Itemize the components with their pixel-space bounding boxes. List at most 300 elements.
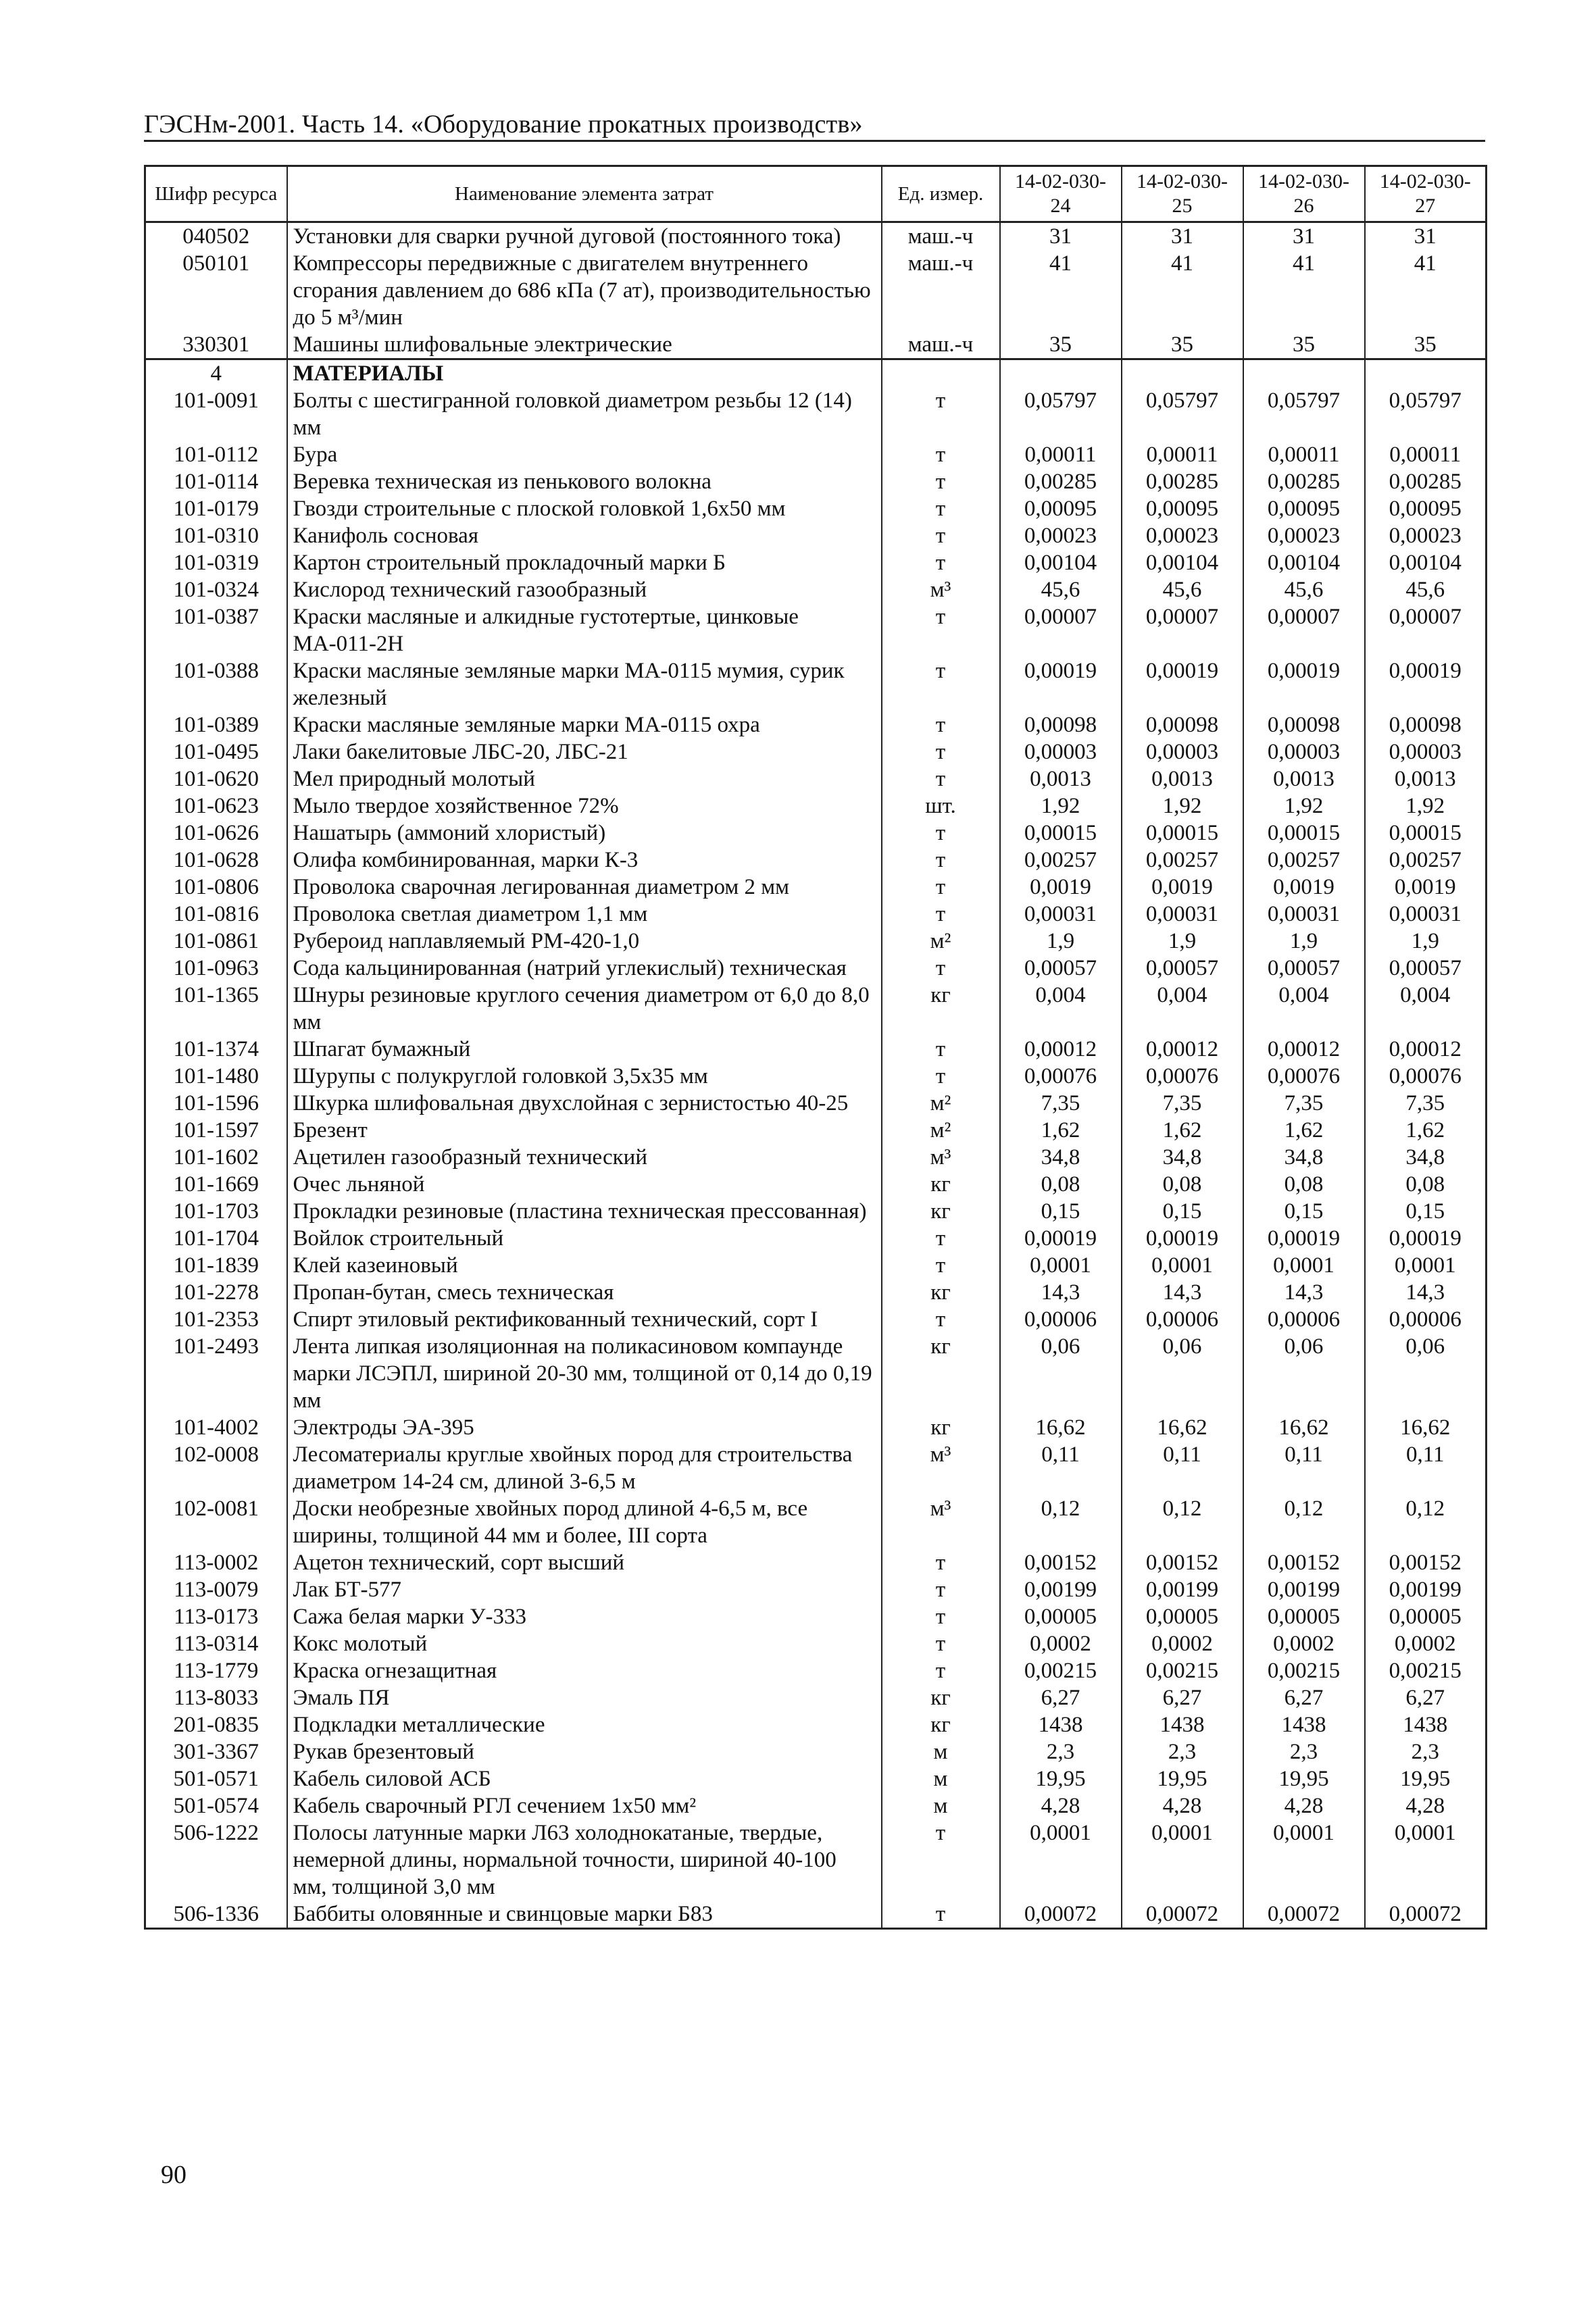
norm-value-cell: 0,00012 bbox=[1000, 1036, 1122, 1063]
table-row bbox=[145, 1657, 1487, 1684]
norm-value-cell: 34,8 bbox=[1122, 1144, 1243, 1171]
norm-value-cell: 0,06 bbox=[1365, 1333, 1487, 1414]
unit-cell: кг bbox=[882, 1414, 1000, 1441]
unit-cell: кг bbox=[882, 1171, 1000, 1198]
resource-name-cell: Мыло твердое хозяйственное 72% bbox=[287, 793, 882, 820]
resource-name-cell: Подкладки металлические bbox=[287, 1711, 882, 1738]
unit-cell: кг bbox=[882, 1279, 1000, 1306]
norm-value-cell: 0,004 bbox=[1122, 982, 1243, 1036]
resource-name-cell: Олифа комбинированная, марки К-3 bbox=[287, 847, 882, 874]
table-row bbox=[145, 1090, 1487, 1117]
norm-value-cell: 0,00098 bbox=[1000, 711, 1122, 738]
resource-name-cell: Войлок строительный bbox=[287, 1225, 882, 1252]
unit-cell: т bbox=[882, 1036, 1000, 1063]
norm-value-cell: 0,00003 bbox=[1365, 738, 1487, 765]
norm-value-cell: 0,00285 bbox=[1243, 468, 1365, 495]
resource-name-cell: Лак БТ-577 bbox=[287, 1576, 882, 1603]
norm-value-cell: 0,00072 bbox=[1243, 1901, 1365, 1929]
norm-value-cell: 0,00005 bbox=[1000, 1603, 1122, 1630]
norm-value-cell: 1,92 bbox=[1243, 793, 1365, 820]
table-row bbox=[145, 1441, 1487, 1495]
norm-value-cell: 31 bbox=[1000, 222, 1122, 251]
table-row bbox=[145, 657, 1487, 711]
resource-code-cell: 101-1597 bbox=[145, 1117, 287, 1144]
resource-code-cell: 101-0387 bbox=[145, 603, 287, 657]
norm-value-cell: 0,00005 bbox=[1365, 1603, 1487, 1630]
unit-cell: м³ bbox=[882, 576, 1000, 603]
norm-value-cell: 1,9 bbox=[1243, 928, 1365, 955]
table-row bbox=[145, 1414, 1487, 1441]
norm-value-cell: 0,0013 bbox=[1000, 765, 1122, 793]
resource-code-cell: 050101 bbox=[145, 250, 287, 331]
resource-code-cell: 102-0081 bbox=[145, 1495, 287, 1549]
norm-value-cell: 45,6 bbox=[1243, 576, 1365, 603]
norm-value-cell: 0,00215 bbox=[1122, 1657, 1243, 1684]
norm-value-cell: 0,11 bbox=[1365, 1441, 1487, 1495]
norm-value-cell: 0,00006 bbox=[1243, 1306, 1365, 1333]
resource-code-cell: 113-0173 bbox=[145, 1603, 287, 1630]
norm-value-cell: 0,00285 bbox=[1365, 468, 1487, 495]
norm-value-cell: 1,92 bbox=[1000, 793, 1122, 820]
norm-value-cell: 35 bbox=[1122, 331, 1243, 359]
norm-value-cell: 45,6 bbox=[1122, 576, 1243, 603]
norm-value-cell: 0,00006 bbox=[1122, 1306, 1243, 1333]
resource-code-cell: 101-1365 bbox=[145, 982, 287, 1036]
column-header-norm-1: 14-02-030-24 bbox=[1000, 166, 1122, 222]
table-row bbox=[145, 1765, 1487, 1792]
norm-value-cell: 0,11 bbox=[1243, 1441, 1365, 1495]
table-row bbox=[145, 711, 1487, 738]
norm-value-cell: 35 bbox=[1000, 331, 1122, 359]
norm-value-cell: 0,12 bbox=[1365, 1495, 1487, 1549]
resource-name-cell: Ацетон технический, сорт высший bbox=[287, 1549, 882, 1576]
norm-value-cell: 1,9 bbox=[1000, 928, 1122, 955]
norm-value-cell: 0,0001 bbox=[1122, 1252, 1243, 1279]
norm-value-cell: 0,00012 bbox=[1365, 1036, 1487, 1063]
norm-value-cell: 41 bbox=[1000, 250, 1122, 331]
table-row bbox=[145, 1279, 1487, 1306]
resource-name-cell: Шнуры резиновые круглого сечения диаметром от 6,0 до 8,0 мм bbox=[287, 982, 882, 1036]
norm-value-cell: 34,8 bbox=[1243, 1144, 1365, 1171]
norm-value-cell: 0,0019 bbox=[1122, 874, 1243, 901]
norm-value-cell: 0,00019 bbox=[1000, 657, 1122, 711]
norm-value-cell: 34,8 bbox=[1365, 1144, 1487, 1171]
norm-value-cell: 0,00285 bbox=[1122, 468, 1243, 495]
norm-value-cell: 1,62 bbox=[1122, 1117, 1243, 1144]
table-row bbox=[145, 1711, 1487, 1738]
resource-name-cell: Электроды ЭА-395 bbox=[287, 1414, 882, 1441]
resource-name-cell: Краска огнезащитная bbox=[287, 1657, 882, 1684]
norm-value-cell bbox=[1122, 359, 1243, 388]
unit-cell: м² bbox=[882, 1090, 1000, 1117]
column-header-norm-4: 14-02-030-27 bbox=[1365, 166, 1487, 222]
norm-value-cell: 0,00257 bbox=[1365, 847, 1487, 874]
norm-value-cell: 0,004 bbox=[1000, 982, 1122, 1036]
norm-value-cell: 0,0019 bbox=[1365, 874, 1487, 901]
column-header-code: Шифр ресурса bbox=[145, 166, 287, 222]
norm-value-cell: 0,00095 bbox=[1000, 495, 1122, 522]
unit-cell: кг bbox=[882, 982, 1000, 1036]
unit-cell: т bbox=[882, 441, 1000, 468]
resource-code-cell: 101-1596 bbox=[145, 1090, 287, 1117]
table-row bbox=[145, 1738, 1487, 1765]
resource-code-cell: 101-0620 bbox=[145, 765, 287, 793]
resource-name-cell: Компрессоры передвижные с двигателем внутреннего сгорания давлением до 686 кПа (7 ат), производительностью до 5 м³/мин bbox=[287, 250, 882, 331]
unit-cell: м³ bbox=[882, 1495, 1000, 1549]
resource-name-cell: МАТЕРИАЛЫ bbox=[287, 359, 882, 388]
norm-value-cell: 0,0001 bbox=[1122, 1819, 1243, 1901]
table-row bbox=[145, 1495, 1487, 1549]
resource-name-cell: Картон строительный прокладочный марки Б bbox=[287, 549, 882, 576]
norm-value-cell: 1,9 bbox=[1365, 928, 1487, 955]
table-row bbox=[145, 1144, 1487, 1171]
table-row bbox=[145, 738, 1487, 765]
resource-name-cell: Лесоматериалы круглые хвойных пород для строительства диаметром 14-24 см, длиной 3-6,5 м bbox=[287, 1441, 882, 1495]
norm-value-cell: 0,15 bbox=[1122, 1198, 1243, 1225]
resource-code-cell: 101-2278 bbox=[145, 1279, 287, 1306]
norm-value-cell: 0,00012 bbox=[1243, 1036, 1365, 1063]
column-header-norm-3: 14-02-030-26 bbox=[1243, 166, 1365, 222]
resource-name-cell: Краски масляные и алкидные густотертые, цинковые МА-011-2Н bbox=[287, 603, 882, 657]
resource-name-cell: Баббиты оловянные и свинцовые марки Б83 bbox=[287, 1901, 882, 1929]
norm-value-cell: 0,0019 bbox=[1000, 874, 1122, 901]
resource-name-cell: Установки для сварки ручной дуговой (постоянного тока) bbox=[287, 222, 882, 251]
norm-value-cell: 4,28 bbox=[1243, 1792, 1365, 1819]
norm-value-cell: 14,3 bbox=[1000, 1279, 1122, 1306]
table-header-row bbox=[145, 166, 1487, 222]
unit-cell: м² bbox=[882, 928, 1000, 955]
norm-value-cell: 0,00095 bbox=[1365, 495, 1487, 522]
norm-value-cell: 1,62 bbox=[1243, 1117, 1365, 1144]
resource-name-cell: Нашатырь (аммоний хлористый) bbox=[287, 820, 882, 847]
norm-value-cell: 0,00104 bbox=[1000, 549, 1122, 576]
norm-value-cell: 0,00057 bbox=[1243, 955, 1365, 982]
norm-value-cell: 0,0019 bbox=[1243, 874, 1365, 901]
unit-cell bbox=[882, 359, 1000, 388]
unit-cell: м bbox=[882, 1765, 1000, 1792]
table-row bbox=[145, 901, 1487, 928]
norm-value-cell: 0,00007 bbox=[1243, 603, 1365, 657]
unit-cell: кг bbox=[882, 1198, 1000, 1225]
unit-cell: т bbox=[882, 1306, 1000, 1333]
unit-cell: маш.-ч bbox=[882, 250, 1000, 331]
norm-value-cell: 0,0013 bbox=[1365, 765, 1487, 793]
resource-code-cell: 101-0319 bbox=[145, 549, 287, 576]
resource-code-cell: 101-0626 bbox=[145, 820, 287, 847]
norm-value-cell: 0,00072 bbox=[1122, 1901, 1243, 1929]
table-row bbox=[145, 522, 1487, 549]
resource-code-cell: 506-1222 bbox=[145, 1819, 287, 1901]
resource-code-cell: 101-0495 bbox=[145, 738, 287, 765]
norm-value-cell: 0,00076 bbox=[1122, 1063, 1243, 1090]
norm-value-cell: 0,00057 bbox=[1000, 955, 1122, 982]
norm-value-cell: 6,27 bbox=[1122, 1684, 1243, 1711]
norm-value-cell: 0,00011 bbox=[1000, 441, 1122, 468]
norm-value-cell: 7,35 bbox=[1243, 1090, 1365, 1117]
norm-value-cell: 0,11 bbox=[1000, 1441, 1122, 1495]
norm-value-cell: 0,0013 bbox=[1243, 765, 1365, 793]
resource-code-cell: 101-1480 bbox=[145, 1063, 287, 1090]
norm-value-cell: 0,00005 bbox=[1122, 1603, 1243, 1630]
resource-name-cell: Краски масляные земляные марки МА-0115 охра bbox=[287, 711, 882, 738]
table-row bbox=[145, 1117, 1487, 1144]
norm-value-cell: 0,00199 bbox=[1000, 1576, 1122, 1603]
norm-value-cell: 16,62 bbox=[1365, 1414, 1487, 1441]
resource-code-cell: 113-0002 bbox=[145, 1549, 287, 1576]
resource-name-cell: Эмаль ПЯ bbox=[287, 1684, 882, 1711]
resource-code-cell: 101-0091 bbox=[145, 387, 287, 441]
norm-value-cell: 0,0002 bbox=[1122, 1630, 1243, 1657]
resource-name-cell: Рукав брезентовый bbox=[287, 1738, 882, 1765]
norm-value-cell: 0,00072 bbox=[1000, 1901, 1122, 1929]
norm-value-cell: 0,00011 bbox=[1243, 441, 1365, 468]
norm-value-cell bbox=[1365, 359, 1487, 388]
norm-value-cell: 14,3 bbox=[1243, 1279, 1365, 1306]
norm-value-cell: 0,00057 bbox=[1365, 955, 1487, 982]
norm-value-cell: 0,00152 bbox=[1365, 1549, 1487, 1576]
norm-value-cell bbox=[1000, 359, 1122, 388]
column-header-norm-2: 14-02-030-25 bbox=[1122, 166, 1243, 222]
unit-cell: м bbox=[882, 1792, 1000, 1819]
section-header-row bbox=[145, 359, 1487, 388]
norm-value-cell: 0,00003 bbox=[1122, 738, 1243, 765]
norm-value-cell: 0,00015 bbox=[1365, 820, 1487, 847]
unit-cell: т bbox=[882, 1576, 1000, 1603]
resource-name-cell: Кислород технический газообразный bbox=[287, 576, 882, 603]
norm-value-cell: 0,00031 bbox=[1365, 901, 1487, 928]
norm-value-cell: 0,00007 bbox=[1365, 603, 1487, 657]
norm-value-cell: 35 bbox=[1243, 331, 1365, 359]
unit-cell: м³ bbox=[882, 1441, 1000, 1495]
table-row bbox=[145, 1549, 1487, 1576]
norm-value-cell: 0,00006 bbox=[1365, 1306, 1487, 1333]
table-row bbox=[145, 549, 1487, 576]
norm-value-cell: 1,92 bbox=[1122, 793, 1243, 820]
unit-cell: т bbox=[882, 1657, 1000, 1684]
norm-value-cell: 0,00007 bbox=[1000, 603, 1122, 657]
norm-value-cell: 0,00152 bbox=[1243, 1549, 1365, 1576]
unit-cell: т bbox=[882, 549, 1000, 576]
norm-value-cell: 4,28 bbox=[1000, 1792, 1122, 1819]
unit-cell: т bbox=[882, 1630, 1000, 1657]
norm-value-cell: 0,06 bbox=[1122, 1333, 1243, 1414]
norm-value-cell: 0,00007 bbox=[1122, 603, 1243, 657]
table-row bbox=[145, 1576, 1487, 1603]
norm-value-cell: 0,00023 bbox=[1122, 522, 1243, 549]
norm-value-cell: 16,62 bbox=[1243, 1414, 1365, 1441]
table-row bbox=[145, 793, 1487, 820]
norm-value-cell: 0,11 bbox=[1122, 1441, 1243, 1495]
norm-value-cell: 0,00031 bbox=[1122, 901, 1243, 928]
resource-code-cell: 101-1704 bbox=[145, 1225, 287, 1252]
norm-value-cell: 0,0002 bbox=[1243, 1630, 1365, 1657]
norm-value-cell: 2,3 bbox=[1122, 1738, 1243, 1765]
norm-value-cell: 0,0001 bbox=[1000, 1252, 1122, 1279]
norm-value-cell: 0,00095 bbox=[1122, 495, 1243, 522]
resource-code-cell: 101-1839 bbox=[145, 1252, 287, 1279]
table-row bbox=[145, 495, 1487, 522]
unit-cell: м bbox=[882, 1738, 1000, 1765]
resource-code-cell: 101-1669 bbox=[145, 1171, 287, 1198]
resource-code-cell: 101-0816 bbox=[145, 901, 287, 928]
resource-code-cell: 201-0835 bbox=[145, 1711, 287, 1738]
unit-cell: кг bbox=[882, 1333, 1000, 1414]
unit-cell: т bbox=[882, 1901, 1000, 1929]
table-row bbox=[145, 955, 1487, 982]
resource-code-cell: 102-0008 bbox=[145, 1441, 287, 1495]
unit-cell: т bbox=[882, 603, 1000, 657]
norm-value-cell: 0,12 bbox=[1243, 1495, 1365, 1549]
norm-value-cell: 0,00019 bbox=[1365, 657, 1487, 711]
resource-name-cell: Шпагат бумажный bbox=[287, 1036, 882, 1063]
norm-value-cell: 0,00199 bbox=[1122, 1576, 1243, 1603]
unit-cell: т bbox=[882, 1225, 1000, 1252]
norm-value-cell: 31 bbox=[1365, 222, 1487, 251]
norm-value-cell: 16,62 bbox=[1122, 1414, 1243, 1441]
table-row bbox=[145, 1171, 1487, 1198]
resource-code-cell: 501-0574 bbox=[145, 1792, 287, 1819]
norm-value-cell: 0,0002 bbox=[1365, 1630, 1487, 1657]
unit-cell: т bbox=[882, 468, 1000, 495]
unit-cell: т bbox=[882, 738, 1000, 765]
norm-value-cell: 0,0013 bbox=[1122, 765, 1243, 793]
norm-value-cell: 0,00011 bbox=[1122, 441, 1243, 468]
norm-value-cell: 0,0001 bbox=[1365, 1819, 1487, 1901]
resource-code-cell: 101-0963 bbox=[145, 955, 287, 982]
norm-value-cell: 0,00019 bbox=[1122, 1225, 1243, 1252]
unit-cell: т bbox=[882, 765, 1000, 793]
resource-name-cell: Лента липкая изоляционная на поликасиновом компаунде марки ЛСЭПЛ, шириной 20-30 мм, толщиной от 0,14 до 0,19 мм bbox=[287, 1333, 882, 1414]
norm-value-cell: 19,95 bbox=[1243, 1765, 1365, 1792]
unit-cell: т bbox=[882, 1603, 1000, 1630]
unit-cell: т bbox=[882, 955, 1000, 982]
table-row bbox=[145, 576, 1487, 603]
norm-value-cell: 31 bbox=[1122, 222, 1243, 251]
table-row bbox=[145, 1792, 1487, 1819]
resource-code-cell: 101-1703 bbox=[145, 1198, 287, 1225]
norm-value-cell: 0,00015 bbox=[1243, 820, 1365, 847]
norm-value-cell: 2,3 bbox=[1365, 1738, 1487, 1765]
norm-value-cell: 0,00011 bbox=[1365, 441, 1487, 468]
table-row bbox=[145, 847, 1487, 874]
table-row bbox=[145, 874, 1487, 901]
norm-value-cell: 45,6 bbox=[1365, 576, 1487, 603]
norm-value-cell: 0,08 bbox=[1365, 1171, 1487, 1198]
norm-value-cell: 0,00257 bbox=[1000, 847, 1122, 874]
resource-name-cell: Прокладки резиновые (пластина техническая прессованная) bbox=[287, 1198, 882, 1225]
norm-value-cell: 0,00257 bbox=[1243, 847, 1365, 874]
resource-name-cell: Проволока светлая диаметром 1,1 мм bbox=[287, 901, 882, 928]
resource-name-cell: Брезент bbox=[287, 1117, 882, 1144]
table-row bbox=[145, 603, 1487, 657]
norm-value-cell: 0,00012 bbox=[1122, 1036, 1243, 1063]
table-row bbox=[145, 387, 1487, 441]
resource-code-cell: 113-0314 bbox=[145, 1630, 287, 1657]
norm-value-cell: 19,95 bbox=[1365, 1765, 1487, 1792]
table-row bbox=[145, 982, 1487, 1036]
norm-value-cell: 0,08 bbox=[1243, 1171, 1365, 1198]
resource-name-cell: Шкурка шлифовальная двухслойная с зернистостью 40-25 bbox=[287, 1090, 882, 1117]
norm-value-cell: 0,0001 bbox=[1000, 1819, 1122, 1901]
unit-cell: кг bbox=[882, 1711, 1000, 1738]
resource-name-cell: Канифоль сосновая bbox=[287, 522, 882, 549]
norm-value-cell: 0,08 bbox=[1122, 1171, 1243, 1198]
norm-value-cell: 0,00006 bbox=[1000, 1306, 1122, 1333]
unit-cell: м² bbox=[882, 1117, 1000, 1144]
norm-value-cell: 0,00019 bbox=[1000, 1225, 1122, 1252]
norm-value-cell: 0,00257 bbox=[1122, 847, 1243, 874]
resource-code-cell: 101-0806 bbox=[145, 874, 287, 901]
table-row bbox=[145, 1819, 1487, 1901]
table-body bbox=[145, 222, 1487, 1929]
norm-value-cell: 1438 bbox=[1122, 1711, 1243, 1738]
table-row bbox=[145, 222, 1487, 251]
unit-cell: т bbox=[882, 901, 1000, 928]
table-row bbox=[145, 765, 1487, 793]
norm-value-cell: 0,004 bbox=[1243, 982, 1365, 1036]
resource-code-cell: 101-2353 bbox=[145, 1306, 287, 1333]
norm-value-cell: 35 bbox=[1365, 331, 1487, 359]
norm-value-cell: 0,00031 bbox=[1243, 901, 1365, 928]
resource-code-cell: 101-0112 bbox=[145, 441, 287, 468]
norm-value-cell: 0,12 bbox=[1122, 1495, 1243, 1549]
table-row bbox=[145, 1901, 1487, 1929]
norm-value-cell: 0,00057 bbox=[1122, 955, 1243, 982]
norm-value-cell: 0,12 bbox=[1000, 1495, 1122, 1549]
norm-value-cell: 0,00199 bbox=[1243, 1576, 1365, 1603]
norm-value-cell: 0,00104 bbox=[1243, 549, 1365, 576]
norm-value-cell: 0,00072 bbox=[1365, 1901, 1487, 1929]
resource-name-cell: Очес льняной bbox=[287, 1171, 882, 1198]
resource-code-cell: 101-0861 bbox=[145, 928, 287, 955]
norm-value-cell: 41 bbox=[1122, 250, 1243, 331]
table-row bbox=[145, 1684, 1487, 1711]
resource-code-cell: 113-8033 bbox=[145, 1684, 287, 1711]
norm-value-cell: 0,00104 bbox=[1365, 549, 1487, 576]
resource-code-cell: 330301 bbox=[145, 331, 287, 359]
unit-cell: т bbox=[882, 1063, 1000, 1090]
column-header-unit: Ед. измер. bbox=[882, 166, 1000, 222]
norm-value-cell: 0,15 bbox=[1000, 1198, 1122, 1225]
norm-value-cell: 0,00019 bbox=[1365, 1225, 1487, 1252]
resource-name-cell: Бура bbox=[287, 441, 882, 468]
resource-code-cell: 113-1779 bbox=[145, 1657, 287, 1684]
norm-value-cell: 0,00019 bbox=[1243, 1225, 1365, 1252]
norm-value-cell: 1438 bbox=[1243, 1711, 1365, 1738]
norm-value-cell: 7,35 bbox=[1122, 1090, 1243, 1117]
table-row bbox=[145, 1225, 1487, 1252]
resource-name-cell: Пропан-бутан, смесь техническая bbox=[287, 1279, 882, 1306]
table-row bbox=[145, 1036, 1487, 1063]
resource-code-cell: 101-0628 bbox=[145, 847, 287, 874]
unit-cell: маш.-ч bbox=[882, 331, 1000, 359]
resource-cost-table bbox=[144, 165, 1487, 1930]
resource-name-cell: Веревка техническая из пенькового волокна bbox=[287, 468, 882, 495]
unit-cell: т bbox=[882, 1819, 1000, 1901]
resource-code-cell: 101-4002 bbox=[145, 1414, 287, 1441]
resource-name-cell: Ацетилен газообразный технический bbox=[287, 1144, 882, 1171]
norm-value-cell: 0,00031 bbox=[1000, 901, 1122, 928]
table-row bbox=[145, 928, 1487, 955]
norm-value-cell: 0,0002 bbox=[1000, 1630, 1122, 1657]
norm-value-cell: 0,00215 bbox=[1365, 1657, 1487, 1684]
norm-value-cell: 41 bbox=[1243, 250, 1365, 331]
unit-cell: т bbox=[882, 522, 1000, 549]
unit-cell: т bbox=[882, 495, 1000, 522]
norm-value-cell: 0,06 bbox=[1000, 1333, 1122, 1414]
norm-value-cell: 0,00215 bbox=[1000, 1657, 1122, 1684]
table-row bbox=[145, 1630, 1487, 1657]
